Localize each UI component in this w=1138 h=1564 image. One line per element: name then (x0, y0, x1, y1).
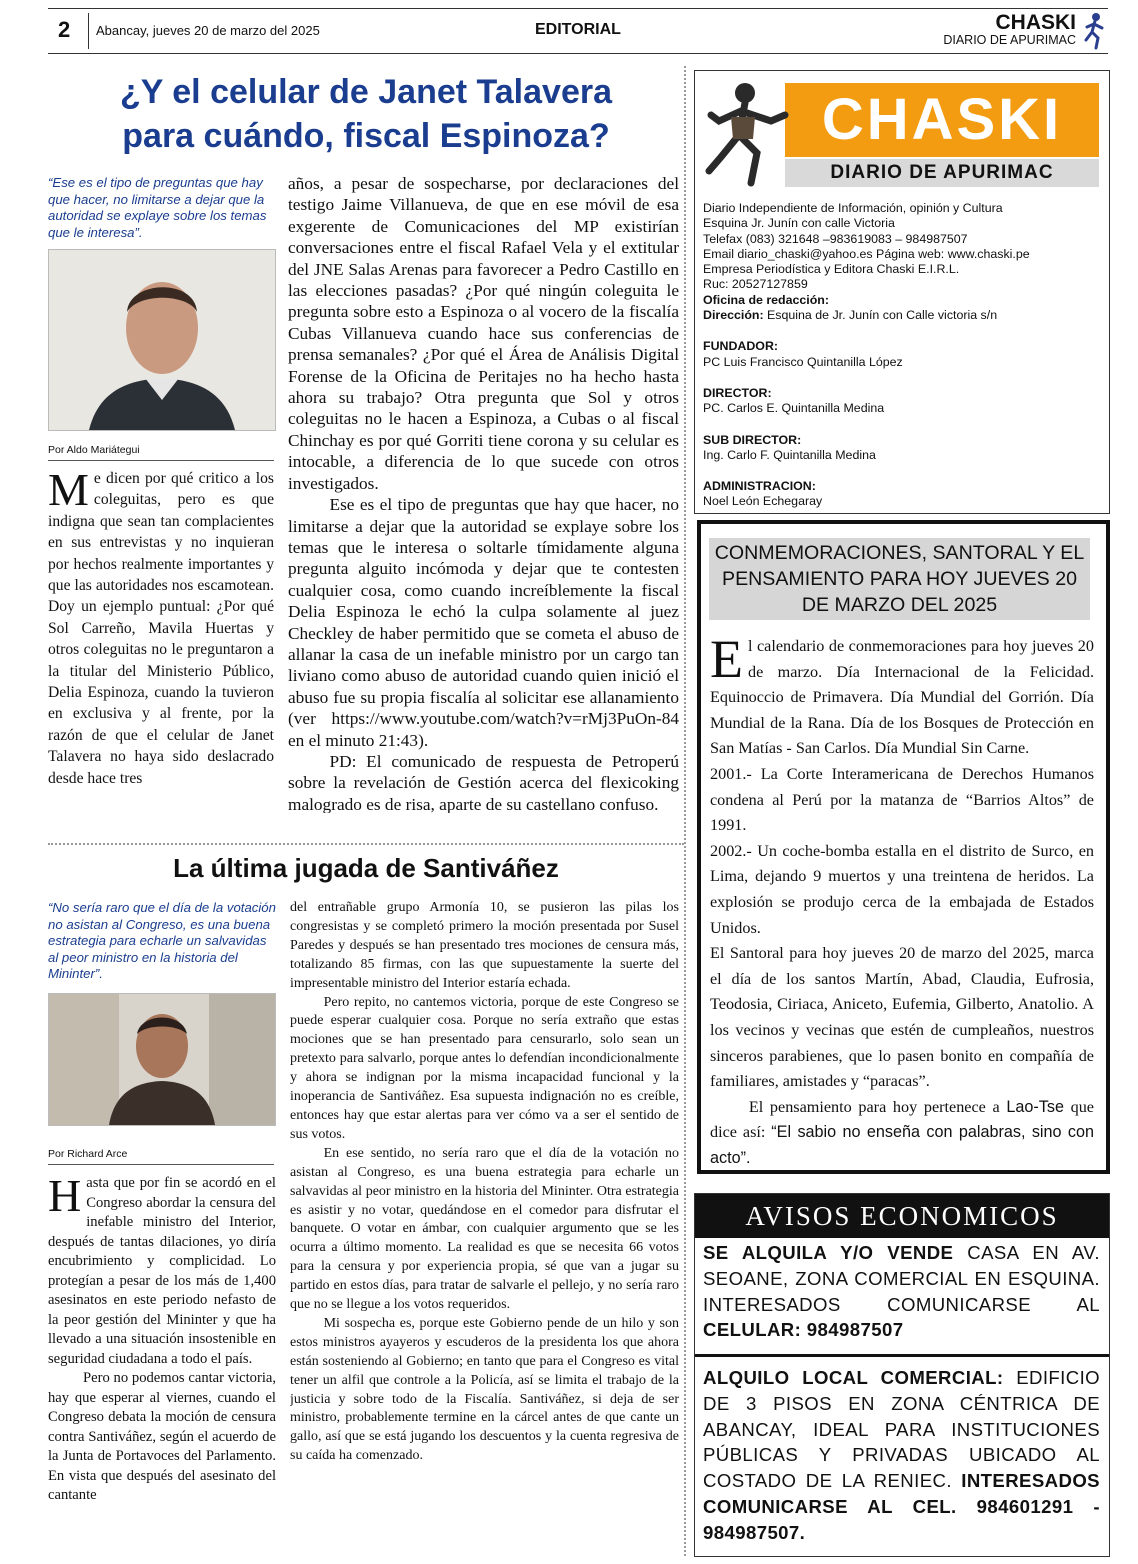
portrait-illustration (49, 994, 275, 1125)
dropcap-h: H (48, 1174, 82, 1221)
dateline: Abancay, jueves 20 de marzo del 2025 (96, 23, 320, 38)
chaski-runner-logo (701, 77, 793, 189)
runner-icon (1082, 12, 1108, 50)
article2-paragraph: Pero repito, no cantemos victoria, porque de este Congreso se puede esperar cualquier cosa. Porque no sería extraño que estas mociones que se han presentado para censurarlo, solo sean un pretexto para salvarlo, porque antes lo defendían incondicionalmente y ahora se indignan por la misma incapacidad funcional y la inoperancia de Santiváñez. Esa supuesta indignación no es creíble, entonces hay que estar alertas para ver cómo va a ser el sentido de sus votos. (290, 994, 679, 1142)
logo-subtitle: DIARIO DE APURIMAC (830, 162, 1054, 183)
logo-title: CHASKI (821, 87, 1063, 152)
author-photo-richard (48, 993, 276, 1126)
conmemoraciones-p1: l calendario de conmemoraciones para hoy jueves 20 de marzo. Día Internacional de la Felicidad. Equinoccio de Primavera. Día Mundial del Gorrión. Día Mundial de la Rana. Día de los Bosques de Protección en San Matías - San Carlos. Día Mundial Sin Carne. (710, 637, 1094, 758)
ad-1-text: CASA EN AV. SEOANE, ZONA COMERCIAL EN ESQUINA. INTERESADOS COMUNICARSE AL (703, 1242, 1100, 1315)
article1-column1 (48, 468, 274, 834)
conmemoraciones-body (710, 629, 1094, 1171)
portrait-illustration (49, 250, 275, 430)
author-photo-aldo (48, 249, 276, 431)
conmemoraciones-p2: 2001.- La Corte Interamericana de Derechos Humanos condena al Perú por la matanza de “Barrios Altos” de 1991. (710, 764, 1094, 835)
director-label: DIRECTOR: (703, 385, 772, 400)
article1-column2 (288, 173, 679, 813)
article2-paragraph: Mi sospecha es, porque este Gobierno pende de un hilo y son estos ministros ayayeros y escuderos de la presidenta los que ahora están sosteniendo al Gobierno; en tanto que para el Congreso es vital tener un alfil que controle a la Policía, así se limita el trabajo de la justicia y sobre todo de la Fiscalía. Santiváñez, si deja de ser ministro, probablemente termine en la cárcel antes de que cante un gallo, así que se está jugando los descuentos y la cuenta regresiva de su caída ha comenzado. (290, 1315, 679, 1464)
article2-pull-quote: “No sería raro que el día de la votación no asistan al Congreso, es una buena estrategia para echarle un salvavidas al peor ministro en la historia del Mininter”. (48, 900, 276, 981)
subdirector-label: SUB DIRECTOR: (703, 432, 802, 447)
article2-paragraph: del entrañable grupo Armonía 10, se pusieron las pilas los congresistas y se completó primero la moción presentada por Susel Paredes y después se han presentado tres mociones de censura más, totalizando 85 firmas, con las que supuestamente la suerte del impresentable ministro del Interior estaría echada. (290, 900, 679, 991)
thought-author: Lao-Tse (1006, 1097, 1064, 1116)
page-header (48, 8, 1108, 54)
office-label: Oficina de redacción: (703, 292, 830, 307)
address-value: Esquina de Jr. Junín con Calle victoria s/n (767, 308, 998, 323)
masthead-line: Telefax (083) 321648 –983619083 – 984987507 (703, 231, 968, 246)
dropcap-m: M (48, 468, 89, 515)
ad-1-contact: CELULAR: 984987507 (703, 1319, 904, 1341)
thought-intro: El pensamiento para hoy pertenece a (748, 1097, 1007, 1116)
ad-2-headline: ALQUILO LOCAL COMERCIAL: (703, 1367, 1004, 1388)
avisos-title: AVISOS ECONOMICOS (745, 1201, 1059, 1231)
header-brand: CHASKI (995, 11, 1076, 34)
header-brand-sub: DIARIO DE APURIMAC (943, 33, 1076, 47)
article1-title-line2: para cuándo, fiscal Espinoza? (122, 117, 610, 155)
thought-mid: que dice así: (710, 1097, 1094, 1142)
article2-col1-text: asta que por fin se acordó en el Congreso abordar la censura del inefable ministro del Interior, después de tantas dilaciones, yo diría encubrimiento y complicidad. Lo protegían a pesar de los más de 1,400 asesinatos en este periodo nefasto de la peor gestión del Mininter y que ha llevado a una situación insostenible en seguridad ciudadana a todo el país. (48, 1175, 276, 1367)
masthead-line: Ruc: 20527127859 (703, 277, 808, 292)
conmemoraciones-p3: 2002.- Un coche-bomba estalla en el distrito de Surco, en Lima, dejando 9 muertos y una treintena de heridos. La explosión se produjo cerca de la embajada de Estados Unidos. (710, 841, 1094, 937)
avisos-box (694, 1193, 1110, 1557)
thought-quote: “El sabio no enseña con palabras, sino con acto”. (710, 1123, 1094, 1167)
article1-paragraph: años, a pesar de sospecharse, por declaraciones del testigo Jaime Villanueva, de que en ese móvil de esa exgerente de Comunicaciones del MP existirían conversaciones entre el fiscal Rafael Vela y el extitular del JNE Salas Arenas para favorecer a Pedro Castillo en las elecciones pasadas? ¿Por qué ningún coleguita le pregunta sobre esto a Espinoza o al vocero de la fiscalía Cubas Villanueva cuando hace sus conferencias de prensa semanales? ¿Por qué el Área de Análisis Digital Forense de la Oficina de Peritajes no ha hecho hasta ahora su trabajo? Otra pregunta que Sol y otros coleguitas no le hacen a Espinoza, a Cubas o al fiscal Chinchay es por qué Gorriti tiene corona y su celular es intocable, a diferencia de lo que sucede con otros investigados. (288, 174, 679, 493)
article1-title (48, 70, 684, 158)
article2-paragraph: Pero no podemos cantar victoria, hay que esperar al viernes, cuando el Congreso debata la moción de censura contra Santiváñez, según el acuerdo de la Junta de Portavoces del Parlamento. En vista que después del asesinato del cantante (48, 1370, 276, 1503)
ad-1-headline: SE ALQUILA Y/O VENDE (703, 1242, 954, 1263)
masthead-line: Empresa Periodística y Editora Chaski E.I.R.L. (703, 262, 960, 277)
ad-2-contact: INTERESADOS COMUNICARSE AL CEL. 984601291 - 984987507. (703, 1470, 1100, 1543)
ad-1 (703, 1240, 1100, 1343)
article1-col1-text: e dicen por qué critico a los coleguitas, pero es que indigna que sean tan complacientes en sus entrevistas y no inquieran por hechos realmente importantes y que las autoridades nos escamotean. Doy un ejemplo puntual: ¿Por qué Sol Carreño, Mavila Huertas y otros coleguitas no le preguntaron a la titular del Ministerio Público, Delia Espinoza, cuando la tuvieron en exclusiva y al frente, por la razón de que el celular de Janet Talavera no haya sido deslacrado desde hace tres (48, 470, 274, 787)
masthead-info (703, 201, 1103, 510)
masthead-line: Diario Independiente de Información, opinión y Cultura (703, 201, 1003, 215)
masthead-box (694, 70, 1110, 514)
ads-divider (695, 1354, 1109, 1357)
article1-paragraph: PD: El comunicado de respuesta de Petroperú sobre la revelación de Gestión acerca del flexicoking malogrado es de risa, aparte de su castellano confuso. (288, 751, 679, 813)
article1-title-line1: ¿Y el celular de Janet Talavera (119, 73, 612, 111)
admin-label: ADMINISTRACION: (703, 479, 816, 494)
byline-rule (48, 1164, 274, 1165)
masthead-line: Email diario_chaski@yahoo.es Página web: www.chaski.pe (703, 246, 1030, 261)
ad-2-text: EDIFICIO DE 3 PISOS EN ZONA CÉNTRICA DE ABANCAY, IDEAL PARA INSTITUCIONES PÚBLICAS Y PRIVADAS UBICADO AL COSTADO DE LA RENIEC. (703, 1367, 1101, 1492)
column-separator (684, 66, 687, 1556)
article2-byline: Por Richard Arce (48, 1148, 128, 1160)
article2-column1 (48, 1174, 276, 1564)
article1-byline: Por Aldo Mariátegui (48, 444, 140, 456)
article2-paragraph: En ese sentido, no sería raro que el día de la votación no asistan al Congreso, es una buena estrategia para echarle un salvavidas al peor ministro en la historia del Mininter. Otra estrategia es asistir y no votar, quedándose en el comedor para disfrutar el banquete. O votar en ámbar, con cualquier argumento que se les ocurra a último momento. La realidad es que se necesita 66 votos para la censura y por experiencia propia, sé que van a jugar su partido en estos días, para tratar de salvarle el pellejo, y no sería raro que no se llegue a los votos requeridos. (290, 1145, 679, 1313)
article2-title: La última jugada de Santiváñez (173, 853, 559, 883)
address-label: Dirección: (703, 308, 764, 323)
founder-value: PC Luis Francisco Quintanilla López (703, 354, 903, 369)
admin-value: Noel León Echegaray (703, 494, 823, 509)
masthead-line: Esquina Jr. Junín con calle Victoria (703, 216, 895, 231)
conmemoraciones-p5 (710, 1095, 1094, 1172)
subdirector-value: Ing. Carlo F. Quintanilla Medina (703, 447, 876, 462)
article-separator (48, 843, 684, 845)
ad-2 (703, 1365, 1100, 1546)
article1-paragraph: Ese es el tipo de preguntas que hay que hacer, no limitarse a dejar que la autoridad se explaye sobre los temas que le interesa o soltarle tímidamente alguna pregunta alguito incómoda y dejar que te contesten cualquier cosa, como cuando increíblemente la fiscal Delia Espinoza le echó la culpa solamente al juez Checkley de haber permitido que se cometa el abuso de allanar la casa de un inefable ministro por un cargo tan liviano como abuso de autoridad cuando quien inició el abuso fue su propia fiscalía al solicitar ese allanamiento (ver https://www.youtube.com/watch?v=rMj3PuOn-84 en el minuto 21:43). (288, 495, 679, 750)
header-divider (88, 13, 89, 49)
page-number: 2 (58, 17, 71, 42)
section-name: EDITORIAL (535, 21, 621, 38)
conmemoraciones-title: CONMEMORACIONES, SANTORAL Y EL PENSAMIENTO PARA HOY JUEVES 20 DE MARZO DEL 2025 (709, 538, 1090, 620)
conmemoraciones-box (697, 520, 1110, 1174)
dropcap-e: E (710, 629, 743, 689)
byline-rule (48, 460, 274, 461)
conmemoraciones-p4: El Santoral para hoy jueves 20 de marzo del 2025, marca el día de los santos Martín, Abad, Claudia, Eufrosia, Teodosia, Ciriaca, Aniceto, Eufemia, Gilberto, Anatolio. A los vecinos y vecinas que estén de cumpleaños, nuestros sinceros parabienes, que lo pasen bonito en compañía de familiares, amistades y “paracas”. (710, 944, 1094, 1091)
article1-pull-quote: “Ese es el tipo de preguntas que hay que hacer, no limitarse a dejar que la autoridad se explaye sobre los temas que le interesa”. (48, 175, 267, 240)
founder-label: FUNDADOR: (703, 339, 779, 354)
article2-column2 (290, 899, 679, 1559)
director-value: PC. Carlos E. Quintanilla Medina (703, 401, 885, 416)
